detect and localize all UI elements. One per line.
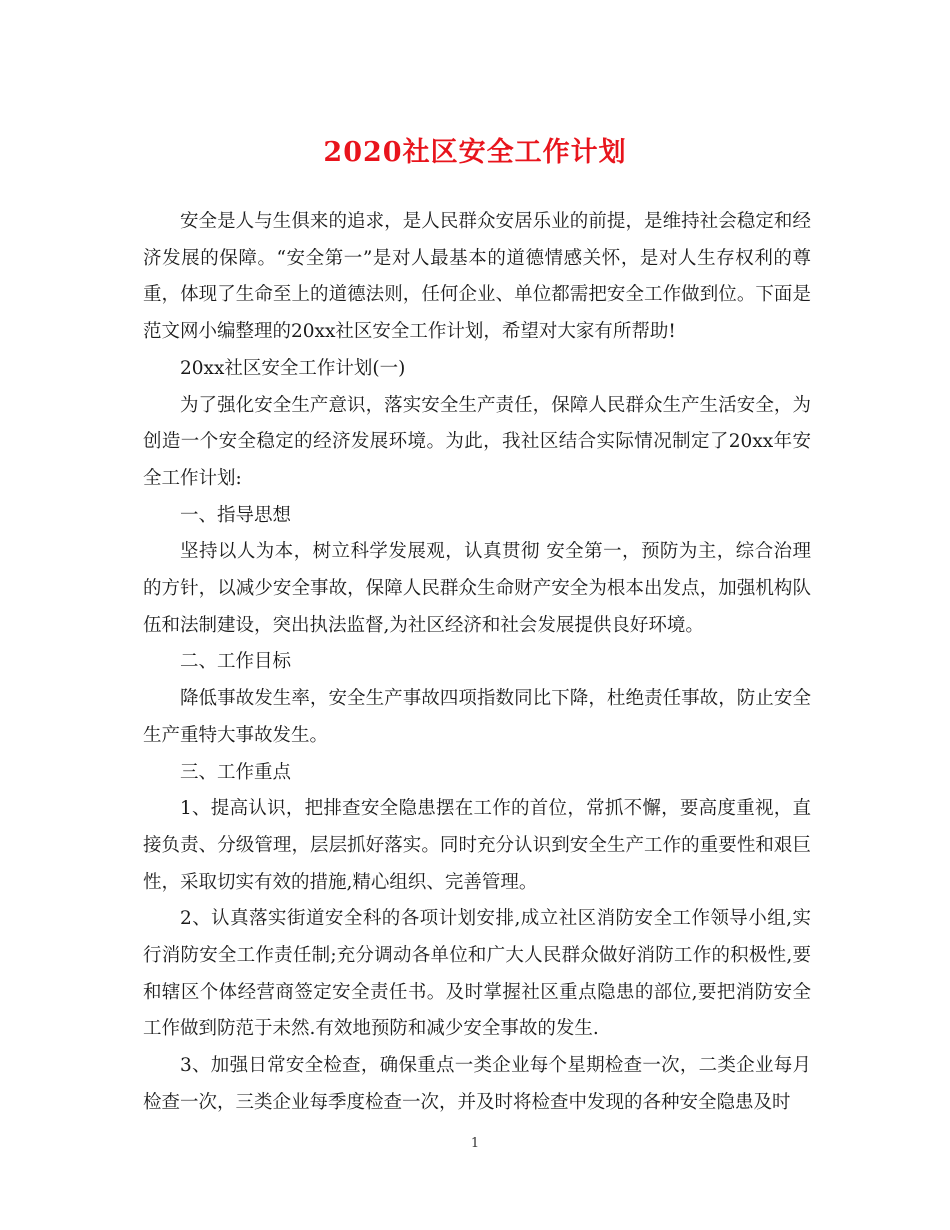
paragraph-purpose: 为了强化安全生产意识，落实安全生产责任，保障人民群众生产生活安全，为创造一个安全稳定的经济发展环境。为此，我社区结合实际情况制定了20xx年安全工作计划:	[143, 394, 811, 489]
document-title: 2020社区安全工作计划	[323, 137, 627, 168]
document-body	[143, 204, 811, 1122]
section-heading-guiding-ideology: 一、指导思想	[180, 504, 292, 526]
paragraph-focus-item-1: 1、提高认识，把排查安全隐患摆在工作的首位，常抓不懈，要高度重视，直接负责、分级管理，层层抓好落实。同时充分认识到安全生产工作的重要性和艰巨性，采取切实有效的措施,精心组织、完善管理。	[143, 798, 811, 893]
paragraph-guiding-ideology: 坚持以人为本，树立科学发展观，认真贯彻 安全第一，预防为主，综合治理的方针，以减少安全事故，保障人民群众生命财产安全为根本出发点，加强机构队伍和法制建设，突出执法监督,为社区经济和社会发展提供良好环境。	[143, 541, 811, 636]
section-heading-work-focus: 三、工作重点	[180, 761, 292, 783]
page-number: 1	[470, 1136, 480, 1151]
paragraph-plan-heading: 20xx社区安全工作计划(一)	[180, 357, 406, 379]
paragraph-focus-item-3: 3、加强日常安全检查，确保重点一类企业每个星期检查一次，二类企业每月检查一次，三类企业每季度检查一次，并及时将检查中发现的各种安全隐患及时	[143, 1055, 811, 1113]
paragraph-work-goals: 降低事故发生率，安全生产事故四项指数同比下降，杜绝责任事故，防止安全生产重特大事故发生。	[143, 688, 811, 746]
paragraph-intro: 安全是人与生俱来的追求，是人民群众安居乐业的前提，是维持社会稳定和经济发展的保障。“安全第一”是对人最基本的道德情感关怀，是对人生存权利的尊重，体现了生命至上的道德法则，任何企业、单位都需把安全工作做到位。下面是范文网小编整理的20xx社区安全工作计划，希望对大家有所帮助!	[143, 211, 811, 343]
paragraph-focus-item-2: 2、认真落实街道安全科的各项计划安排,成立社区消防安全工作领导小组,实行消防安全工作责任制;充分调动各单位和广大人民群众做好消防工作的积极性,要和辖区个体经营商签定安全责任书。及时掌握社区重点隐患的部位,要把消防安全工作做到防范于未然.有效地预防和减少安全事故的发生.	[143, 908, 811, 1040]
section-heading-work-goals: 二、工作目标	[180, 651, 292, 673]
